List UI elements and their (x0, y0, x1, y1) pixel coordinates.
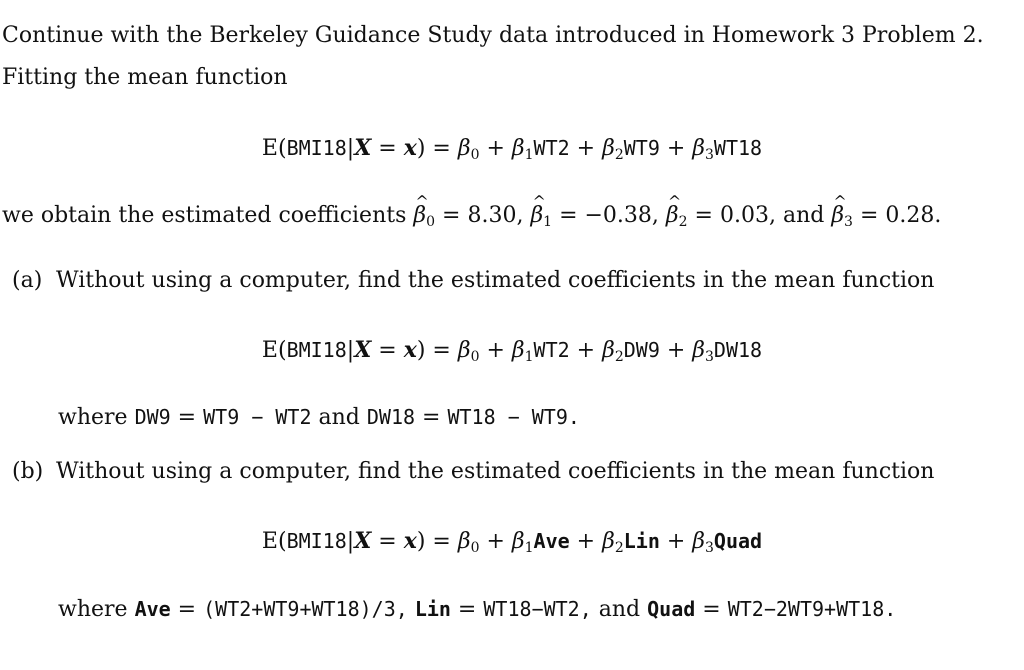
eq2-beta3: β (692, 338, 705, 363)
part-b-heading (12, 458, 934, 486)
eq2-given: | (346, 338, 355, 363)
eq2-plus-3: + (659, 338, 693, 363)
eq3-plus-1: + (479, 529, 512, 554)
equation-1: $E(BMI18|X = x) = \beta_0 + \beta_1WT2 + \beta_2WT9 + \beta_3WT18$ (261, 135, 763, 163)
equation-3: $E(BMI18|X = x) = \beta_0 + \beta_1Ave + \beta_2Lin$ + $\beta_3Quad$ (261, 528, 763, 556)
beta2-value: 0.03 (719, 203, 769, 228)
part-b-where: where Ave = (WT2+WT9+WT18)/3, Lin = WT18−WT2, and Quad = WT2−2WT9+WT18. (58, 597, 897, 622)
intro-text-1: Continue with the Berkeley Guidance Study data introduced in Homework 3 Problem 2. (2, 23, 984, 48)
part-a-text: Without using a computer, find the estimated coefficients in the mean function (56, 268, 935, 293)
coefficients-lead: we obtain the estimated coefficients (2, 203, 407, 228)
eq2-beta2: β (602, 338, 615, 363)
eq2-X: X (354, 337, 372, 363)
coefficients-line: we obtain the estimated coefficients β $\^{}_0 = 8.30$, β $\^{}_1 = -0.38$, β $\^{}_2 = 0.03$, and β $\^{}_3 = 0.28$. (2, 202, 941, 236)
eq1-beta3: β (692, 136, 705, 161)
eq1-plus-1: + (479, 136, 512, 161)
eq2-x: x (403, 337, 417, 363)
eq1-wt18: WT18 (713, 136, 763, 160)
intro-line-2 (2, 64, 288, 92)
eq1-wt2: WT2 (533, 136, 570, 160)
eq2-wt2: WT2 (533, 338, 570, 362)
eq3-E: E( (261, 529, 287, 554)
part-b-lin: Lin (414, 597, 451, 621)
eq3-beta0: β (457, 529, 471, 554)
part-a-where: where DW9 = WT9 − WT2 and DW18 = WT18 − WT9. (58, 405, 580, 430)
eq3-quad: Quad (713, 529, 763, 553)
eq3-equals-1: = (371, 529, 404, 554)
part-b-and: and (598, 597, 641, 622)
intro-line-1 (2, 22, 984, 50)
beta0-hat: β ^ (413, 202, 426, 230)
eq1-beta0: β (457, 136, 471, 161)
eq2-response: BMI18 (286, 338, 347, 362)
part-a-and: and (318, 405, 360, 430)
part-a-dw18-def: WT18 − WT9. (447, 405, 580, 429)
eq3-beta1: β (511, 529, 525, 554)
eq2-E: E( (261, 338, 287, 363)
eq1-X: X (354, 135, 372, 161)
part-b-label: (b) (12, 459, 44, 484)
eq3-given: | (346, 529, 355, 554)
eq2-equals-2: = (432, 338, 458, 363)
beta3-value: 0.28 (885, 203, 935, 228)
eq3-X: X (354, 528, 372, 554)
part-a-dw18: DW18 (366, 405, 416, 429)
part-a-heading (12, 267, 934, 295)
eq3-beta2: β (602, 529, 615, 554)
eq1-plus-2: + (569, 136, 603, 161)
part-b-text: Without using a computer, find the estimated coefficients in the mean function (56, 459, 935, 484)
eq1-wt9: WT9 (623, 136, 660, 160)
part-b-ave-def: (WT2+WT9+WT18)/3, (203, 597, 408, 621)
eq1-E: E( (261, 136, 287, 161)
eq3-plus-3: + (659, 529, 693, 554)
eq2-plus-1: + (479, 338, 512, 363)
beta1-value: −0.38 (584, 203, 652, 228)
eq3-beta3: β (692, 529, 705, 554)
beta2-hat: β ^ (666, 202, 679, 230)
eq3-ave: Ave (533, 529, 570, 553)
eq2-plus-2: + (569, 338, 603, 363)
eq3-plus-2: + (569, 529, 603, 554)
part-a-dw9-def: WT9 − WT2 (203, 405, 312, 429)
beta1-hat: β ^ (530, 202, 543, 230)
eq3-x: x (403, 528, 417, 554)
eq2-beta0: β (457, 338, 471, 363)
eq2-dw9: DW9 (623, 338, 660, 362)
eq1-plus-3: + (659, 136, 693, 161)
intro-text-2: Fitting the mean function (2, 65, 288, 90)
part-a-label: (a) (12, 268, 43, 293)
part-a-dw9: DW9 (134, 405, 171, 429)
part-b-where-prefix: where (58, 597, 128, 622)
eq1-given: | (346, 136, 355, 161)
eq2-beta1: β (511, 338, 525, 363)
beta0-value: 8.30 (467, 203, 517, 228)
eq1-equals-2: = (432, 136, 458, 161)
eq3-equals-2: = (432, 529, 458, 554)
eq1-response: BMI18 (286, 136, 347, 160)
eq1-equals-1: = (371, 136, 404, 161)
equation-2: $E(BMI18|X = x) = \beta_0 + \beta_1WT2 + \beta_2DW9 + \beta_3DW18$ (261, 337, 763, 365)
eq1-beta1: β (511, 136, 525, 161)
part-b-ave: Ave (134, 597, 171, 621)
part-b-lin-def: WT18−WT2, (483, 597, 592, 621)
beta3-hat: β ^ (831, 202, 844, 230)
eq3-response: BMI18 (286, 529, 347, 553)
eq2-dw18: DW18 (713, 338, 763, 362)
eq1-beta2: β (602, 136, 615, 161)
eq1-x: x (403, 135, 417, 161)
eq2-equals-1: = (371, 338, 404, 363)
part-a-where-prefix: where (58, 405, 128, 430)
part-b-quad-def: WT2−2WT9+WT18. (727, 597, 897, 621)
part-b-quad: Quad (647, 597, 696, 621)
eq3-lin: Lin (623, 529, 660, 553)
